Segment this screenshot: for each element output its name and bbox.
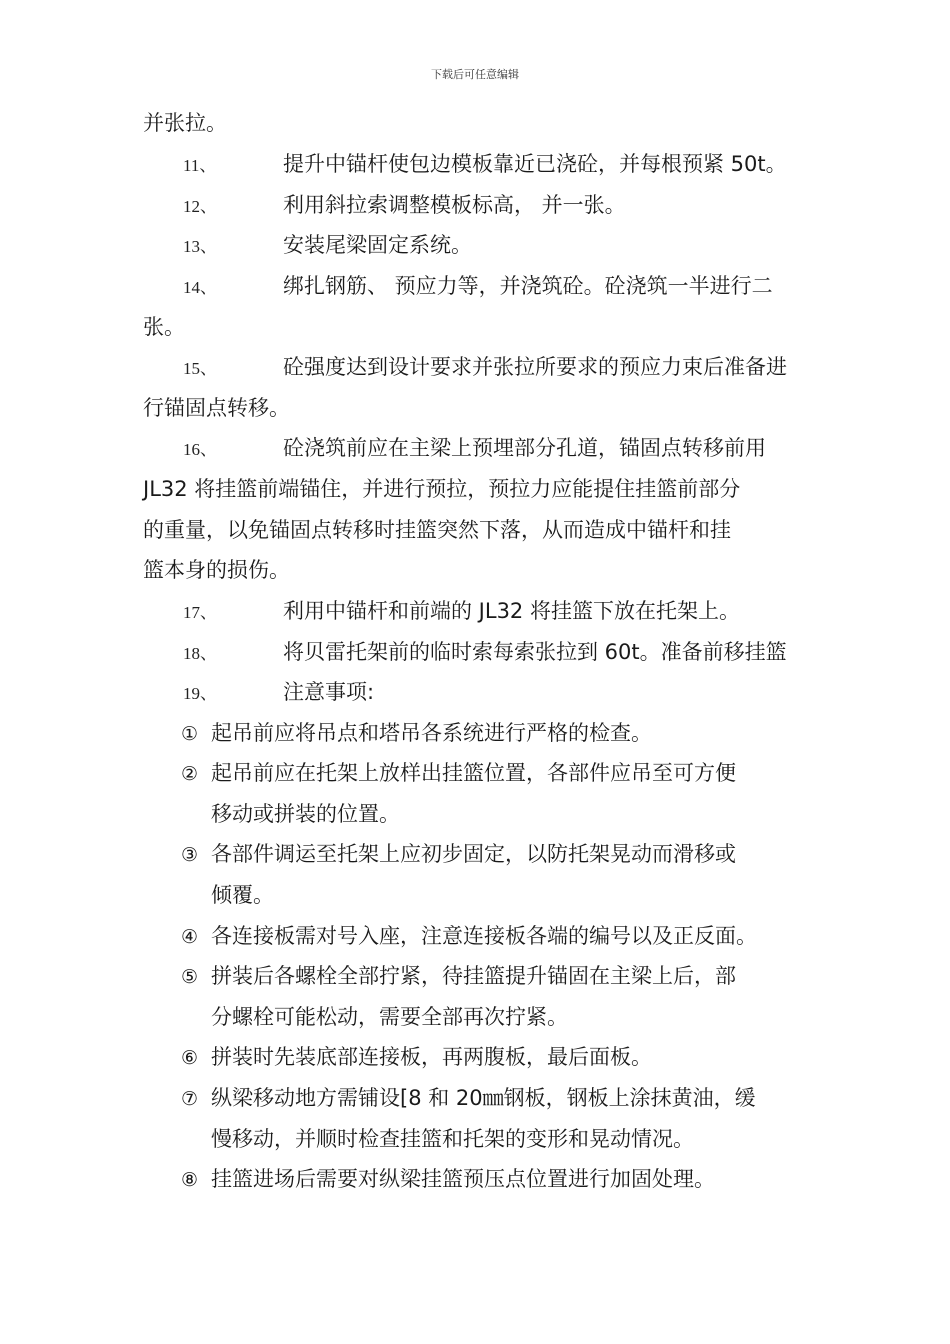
paragraph-text: 利用中锚杆和前端的 JL32 将挂篮下放在托架上。: [283, 599, 740, 623]
note-item: [181, 1043, 652, 1072]
paragraph-line: [183, 434, 766, 464]
paragraph-line: [183, 150, 787, 180]
step-number: 19、: [183, 684, 217, 703]
paragraph-line: [143, 394, 290, 422]
note-item: [211, 1125, 694, 1153]
circled-number: ②: [181, 763, 199, 785]
note-item: [211, 1003, 568, 1031]
paragraph-line: [183, 638, 787, 668]
note-item: [181, 840, 736, 869]
circled-number: ⑦: [181, 1088, 199, 1110]
paragraph-line: [183, 353, 787, 383]
circled-number: ①: [181, 723, 199, 745]
paragraph-line: [183, 191, 626, 221]
note-text: 移动或拼装的位置。: [211, 802, 400, 826]
note-text: 慢移动，并顺时检查挂篮和托架的变形和晃动情况。: [211, 1127, 694, 1151]
step-number: 16、: [183, 440, 217, 459]
page-header: 下载后可任意编辑: [431, 68, 519, 81]
paragraph-text: 砼浇筑前应在主梁上预埋部分孔道，锚固点转移前用: [283, 436, 766, 460]
paragraph-text: 并张拉。: [143, 111, 227, 135]
paragraph-text: 提升中锚杆使包边模板靠近已浇砼，并每根预紧 50t。: [283, 152, 787, 176]
paragraph-text: 安装尾梁固定系统。: [283, 233, 472, 257]
step-number: 13、: [183, 237, 217, 256]
note-text: 起吊前应在托架上放样出挂篮位置，各部件应吊至可方便: [211, 761, 736, 785]
circled-number: ③: [181, 844, 199, 866]
paragraph-text: 绑扎钢筋、 预应力等，并浇筑砼。砼浇筑一半进行二: [283, 274, 773, 298]
circled-number: ⑧: [181, 1169, 199, 1191]
paragraph-line: [143, 313, 185, 341]
paragraph-text: 张。: [143, 315, 185, 339]
note-text: 挂篮进场后需要对纵梁挂篮预压点位置进行加固处理。: [211, 1167, 715, 1191]
note-item: [181, 962, 736, 991]
paragraph-line: [183, 597, 740, 627]
paragraph-line: [183, 678, 374, 708]
circled-number: ⑥: [181, 1047, 199, 1069]
note-item: [181, 922, 757, 951]
paragraph-text: 利用斜拉索调整模板标高， 并一张。: [283, 193, 626, 217]
paragraph-line: [183, 272, 773, 302]
note-text: 纵梁移动地方需铺设[8 和 20㎜钢板，钢板上涂抹黄油，缓: [211, 1086, 756, 1110]
note-item: [211, 881, 274, 909]
paragraph-line: [143, 516, 731, 544]
note-item: [181, 719, 652, 748]
step-number: 17、: [183, 603, 217, 622]
note-item: [181, 1084, 756, 1113]
paragraph-text: 砼强度达到设计要求并张拉所要求的预应力束后准备进: [283, 355, 787, 379]
step-number: 15、: [183, 359, 217, 378]
paragraph-text: 的重量，以免锚固点转移时挂篮突然下落，从而造成中锚杆和挂: [143, 518, 731, 542]
note-text: 倾覆。: [211, 883, 274, 907]
paragraph-line: [183, 231, 472, 261]
paragraph-text: 行锚固点转移。: [143, 396, 290, 420]
paragraph-line: [143, 475, 740, 503]
note-text: 各连接板需对号入座，注意连接板各端的编号以及正反面。: [211, 924, 757, 948]
note-text: 拼装时先装底部连接板，再两腹板，最后面板。: [211, 1045, 652, 1069]
note-text: 各部件调运至托架上应初步固定，以防托架晃动而滑移或: [211, 842, 736, 866]
note-item: [181, 1165, 715, 1194]
circled-number: ⑤: [181, 966, 199, 988]
step-number: 14、: [183, 278, 217, 297]
circled-number: ④: [181, 926, 199, 948]
note-text: 拼装后各螺栓全部拧紧，待挂篮提升锚固在主梁上后，部: [211, 964, 736, 988]
note-text: 起吊前应将吊点和塔吊各系统进行严格的检查。: [211, 721, 652, 745]
paragraph-text: JL32 将挂篮前端锚住，并进行预拉，预拉力应能提住挂篮前部分: [143, 477, 741, 501]
paragraph-text: 将贝雷托架前的临时索每索张拉到 60t。准备前移挂篮: [283, 640, 787, 664]
paragraph-text: 篮本身的损伤。: [143, 558, 290, 582]
note-text: 分螺栓可能松动，需要全部再次拧紧。: [211, 1005, 568, 1029]
step-number: 12、: [183, 197, 217, 216]
paragraph-line: [143, 556, 290, 584]
note-item: [211, 800, 400, 828]
paragraph-line: [143, 109, 227, 137]
step-number: 11、: [183, 156, 217, 175]
step-number: 18、: [183, 644, 217, 663]
note-item: [181, 759, 736, 788]
paragraph-text: 注意事项:: [283, 680, 375, 704]
